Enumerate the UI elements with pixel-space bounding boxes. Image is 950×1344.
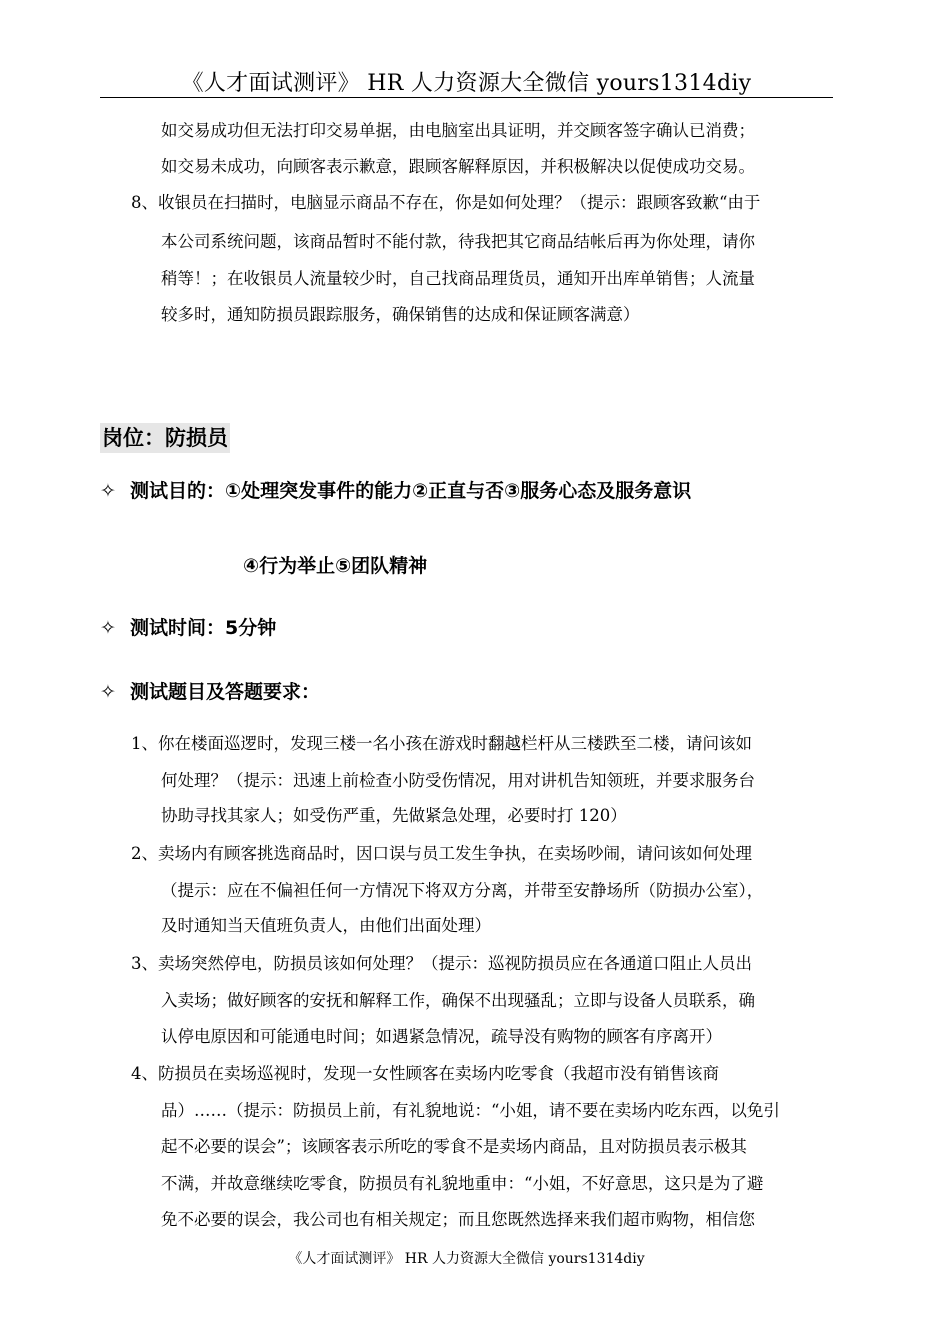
diamond-bullet-icon: ✧ <box>100 480 116 502</box>
q8-line: 较多时，通知防损员跟踪服务，确保销售的达成和保证顾客满意） <box>161 305 640 324</box>
test-time-text: 测试时间：5分钟 <box>130 617 277 639</box>
question-2-line: 2、卖场内有顾客挑选商品时，因口误与员工发生争执，在卖场吵闹，请问该如何处理 <box>131 844 752 863</box>
q8-line: 本公司系统问题，该商品暂时不能付款，待我把其它商品结帐后再为你处理，请你 <box>161 232 755 251</box>
questions-heading-text: 测试题目及答题要求： <box>130 681 321 703</box>
header-divider <box>100 97 833 98</box>
q8-line: 稍等！；在收银员人流量较少时，自己找商品理货员，通知开出库单销售；人流量 <box>161 269 755 288</box>
question-3-line: 认停电原因和可能通电时间；如遇紧急情况，疏导没有购物的顾客有序离开） <box>161 1027 722 1046</box>
question-4-line: 免不必要的误会，我公司也有相关规定；而且您既然选择来我们超市购物，相信您 <box>161 1210 755 1229</box>
continuation-line: 如交易成功但无法打印交易单据，由电脑室出具证明，并交顾客签字确认已消费； <box>161 121 755 140</box>
test-time <box>100 613 276 640</box>
question-4-line: 起不必要的误会”；该顾客表示所吃的零食不是卖场内商品，且对防损员表示极其 <box>161 1137 747 1156</box>
diamond-bullet-icon: ✧ <box>100 681 116 703</box>
test-purpose <box>100 476 691 503</box>
question-1-line: 协助寻找其家人；如受伤严重，先做紧急处理，必要时打 120） <box>161 806 627 825</box>
continuation-line: 如交易未成功，向顾客表示歉意，跟顾客解释原因，并积极解决以促使成功交易。 <box>161 157 755 176</box>
section-title: 岗位：防损员 <box>100 423 230 453</box>
test-purpose-text: 测试目的：①处理突发事件的能力②正直与否③服务心态及服务意识 <box>130 480 692 502</box>
question-4-line: 品）……（提示：防损员上前，有礼貌地说：“小姐，请不要在卖场内吃东西，以免引 <box>161 1101 780 1120</box>
q8-line: 8、收银员在扫描时，电脑显示商品不存在，你是如何处理？（提示：跟顾客致歉“由于 <box>131 193 761 212</box>
questions-heading <box>100 677 320 704</box>
question-2-line: （提示：应在不偏袒任何一方情况下将双方分离，并带至安静场所（防损办公室）， <box>161 881 764 900</box>
question-3-line: 入卖场；做好顾客的安抚和解释工作，确保不出现骚乱；立即与设备人员联系，确 <box>161 991 755 1010</box>
diamond-bullet-icon: ✧ <box>100 617 116 639</box>
page-footer: 《人才面试测评》 HR 人力资源大全微信 yours1314diy <box>288 1251 645 1267</box>
question-1-line: 何处理？（提示：迅速上前检查小防受伤情况，用对讲机告知领班，并要求服务台 <box>161 771 755 790</box>
question-4-line: 4、防损员在卖场巡视时，发现一女性顾客在卖场内吃零食（我超市没有销售该商 <box>131 1064 719 1083</box>
page-header: 《人才面试测评》 HR 人力资源大全微信 yours1314diy <box>181 71 752 96</box>
question-2-line: 及时通知当天值班负责人，由他们出面处理） <box>161 916 491 935</box>
question-1-line: 1、你在楼面巡逻时，发现三楼一名小孩在游戏时翻越栏杆从三楼跌至二楼，请问该如 <box>131 734 752 753</box>
question-4-line: 不满，并故意继续吃零食，防损员有礼貌地重申：“小姐，不好意思，这只是为了避 <box>161 1174 764 1193</box>
question-3-line: 3、卖场突然停电，防损员该如何处理？（提示：巡视防损员应在各通道口阻止人员出 <box>131 954 752 973</box>
test-purpose-continued: ④行为举止⑤团队精神 <box>243 555 428 577</box>
